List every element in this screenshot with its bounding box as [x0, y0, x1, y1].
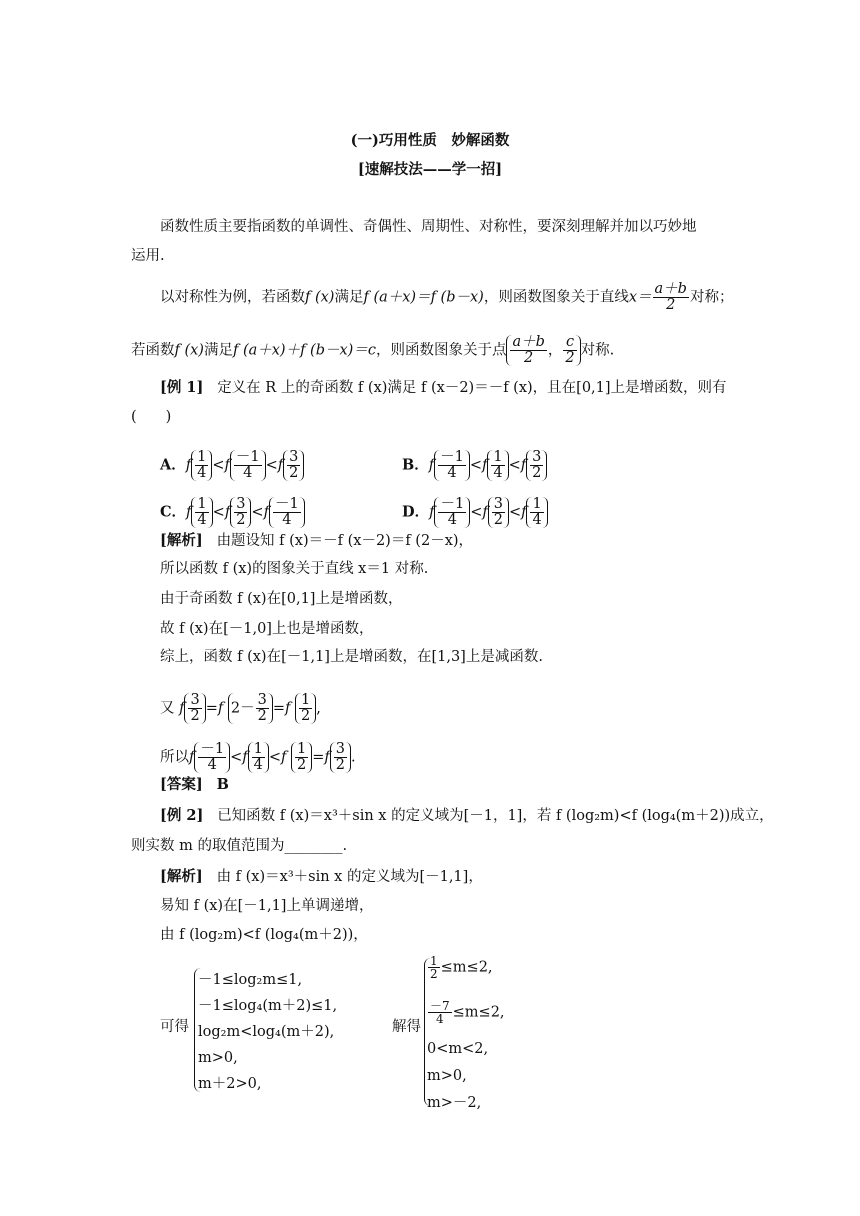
paren — [526, 450, 547, 481]
lt: < — [508, 504, 522, 521]
solution-1-line-3: 由于奇函数 f (x)在[0,1]上是增函数， — [160, 591, 403, 607]
fraction — [334, 742, 347, 773]
solution-label: [解析] — [160, 532, 203, 549]
den: 2 — [335, 757, 346, 773]
option-d — [402, 497, 548, 528]
lt: < — [508, 457, 521, 474]
system-2-row-1 — [427, 955, 493, 980]
option-c — [160, 497, 305, 528]
num: 1 — [532, 496, 542, 512]
f: f — [186, 504, 192, 521]
num: －1 — [440, 449, 464, 465]
option-letter: C． — [160, 503, 187, 521]
point-paren — [506, 335, 580, 366]
intro-line-1: 函数性质主要指函数的单调性、奇偶性、周期性、对称性，要深刻理解并加以巧妙地 — [160, 219, 697, 235]
math: x＝ — [628, 289, 652, 306]
paren — [269, 497, 305, 528]
fraction — [653, 282, 689, 313]
paren — [230, 450, 266, 481]
num: 1 — [297, 741, 307, 757]
option-letter: B． — [402, 456, 429, 474]
num: －7 — [430, 999, 450, 1013]
math: f (a＋x)＋f (b－x)＝c — [232, 342, 376, 359]
fraction — [295, 742, 308, 773]
text: ，则函数图象关于直线 — [483, 289, 629, 306]
fraction — [299, 693, 312, 724]
lt: < — [212, 457, 225, 474]
fraction — [530, 450, 543, 481]
comma: ， — [547, 342, 563, 359]
paren — [191, 450, 212, 481]
fraction — [273, 497, 301, 528]
num: －1 — [440, 496, 465, 512]
option-letter: D． — [402, 503, 430, 521]
solution-text: 由题设知 f (x)＝－f (x－2)＝f (2－x)， — [216, 533, 474, 549]
den: 2 — [289, 465, 299, 481]
den: 2 — [532, 465, 542, 481]
answer-1 — [160, 775, 229, 795]
den: 2 — [300, 708, 311, 724]
numerator: a＋b — [512, 334, 545, 350]
f: f — [324, 749, 330, 766]
num: 3 — [289, 449, 299, 465]
paren — [283, 450, 304, 481]
system-1-row-4: m>0, — [198, 1050, 238, 1066]
solution-1-line-4: 故 f (x)在[－1,0]上也是增函数， — [160, 621, 374, 637]
fraction — [188, 693, 201, 724]
example-label: [例 1] — [160, 379, 204, 396]
den: 4 — [436, 1012, 444, 1026]
numerator: c — [563, 335, 576, 351]
f: f — [277, 457, 284, 474]
num: 3 — [190, 692, 200, 708]
paren — [228, 693, 273, 724]
den: 4 — [253, 757, 263, 773]
paren — [434, 497, 470, 528]
section-subtitle: [速解技法——学一招] — [357, 161, 503, 178]
system-1-row-5: m＋2>0, — [198, 1076, 262, 1092]
numerator: a＋b — [654, 281, 687, 297]
lt: < — [251, 504, 264, 521]
fraction — [195, 450, 208, 481]
num: 1 — [300, 692, 311, 708]
paren — [230, 497, 251, 528]
punct: . — [351, 749, 356, 766]
fraction — [252, 742, 265, 773]
num: 1 — [197, 449, 207, 465]
den: 4 — [447, 465, 457, 481]
math: f (a＋x)＝f (b－x) — [363, 289, 484, 306]
f: f — [281, 749, 287, 766]
lt: < — [268, 749, 282, 766]
text: 对称. — [580, 342, 615, 359]
fraction — [492, 497, 505, 528]
paren — [330, 742, 351, 773]
lt: < — [212, 504, 225, 521]
fraction — [438, 497, 466, 528]
f: f — [263, 504, 269, 521]
answer-value: B — [216, 776, 229, 793]
option-a — [160, 450, 304, 481]
system-2-row-4: m>0, — [427, 1068, 467, 1084]
paren — [248, 742, 269, 773]
answer-paren: ( ) — [131, 409, 172, 425]
num: －1 — [235, 449, 260, 465]
paren — [526, 497, 547, 528]
system-2-row-5: m>－2, — [427, 1095, 482, 1111]
symmetry-rule-line — [160, 282, 733, 313]
system-2-row-3: 0<m<2, — [427, 1041, 489, 1057]
f: f — [224, 504, 231, 521]
den: 4 — [282, 512, 292, 528]
den: 4 — [493, 465, 503, 481]
den: 2 — [430, 967, 438, 981]
kede-label: 可得 — [160, 1019, 189, 1035]
math: f (x) — [174, 342, 204, 359]
punct: , — [316, 700, 321, 717]
option-b — [402, 450, 547, 481]
solution-2-line-2: 易知 f (x)在[－1,1]上单调递增， — [160, 898, 374, 914]
example-label: [例 2] — [160, 807, 204, 824]
text: ≤m≤2, — [440, 959, 493, 976]
num: 1 — [197, 496, 207, 512]
text: 又 — [160, 700, 175, 717]
solution-1-line-5: 综上，函数 f (x)在[－1,1]上是增函数，在[1,3]上是减函数. — [160, 649, 543, 665]
paren — [291, 742, 312, 773]
f: f — [189, 749, 195, 766]
symmetry-point-line — [131, 335, 614, 366]
fraction — [563, 335, 576, 366]
example-text: 定义在 R 上的奇函数 f (x)满足 f (x－2)＝－f (x)，且在[0,1]上是增函数，则有 — [217, 380, 727, 396]
fraction — [438, 450, 466, 481]
f: f — [428, 457, 435, 474]
eq: = — [205, 700, 218, 717]
fraction — [491, 450, 504, 481]
f: f — [179, 700, 185, 717]
example-text: 已知函数 f (x)＝x³＋sin x 的定义域为[－1，1]，若 f (log₂m)<f (log₄(m＋2))成立， — [217, 808, 774, 824]
text: ≤m≤2, — [452, 1004, 505, 1021]
lt: < — [469, 457, 483, 474]
fraction — [234, 450, 262, 481]
num: －1 — [274, 496, 299, 512]
eq: = — [272, 700, 285, 717]
den: 2 — [236, 512, 246, 528]
intro-line-2: 运用. — [131, 248, 165, 264]
den: 4 — [532, 512, 542, 528]
example-1-question — [160, 378, 727, 398]
text: 以对称性为例，若函数 — [160, 289, 305, 306]
solution-1-line-1 — [160, 531, 473, 551]
answer-label: [答案] — [160, 776, 203, 793]
lt: < — [265, 457, 278, 474]
text: 满足 — [334, 289, 364, 306]
math: f (x) — [305, 289, 335, 306]
paren — [295, 693, 316, 724]
den: 4 — [197, 512, 207, 528]
fraction — [256, 693, 269, 724]
f: f — [224, 457, 230, 474]
f: f — [217, 700, 224, 717]
system-1-row-2: －1≤log₄(m＋2)≤1, — [198, 998, 338, 1014]
system-1-row-3: log₂m<log₄(m＋2), — [198, 1024, 335, 1040]
solution-1-line-6 — [160, 693, 321, 724]
option-letter: A． — [160, 456, 186, 474]
den: 2 — [297, 757, 307, 773]
num: 3 — [257, 692, 267, 708]
fraction — [428, 955, 440, 980]
example-2-question-line-2: 则实数 m 的取值范围为________. — [131, 838, 348, 854]
text: 2－ — [230, 700, 255, 717]
denominator: 2 — [565, 350, 575, 366]
denominator: 2 — [666, 297, 676, 313]
den: 4 — [197, 465, 207, 481]
lt: < — [470, 504, 483, 521]
eq: = — [312, 749, 325, 766]
den: 4 — [207, 757, 217, 773]
den: 2 — [190, 708, 200, 724]
num: 1 — [253, 741, 263, 757]
paren — [487, 450, 508, 481]
jiede-label: 解得 — [392, 1019, 421, 1035]
f: f — [482, 504, 488, 521]
fraction — [198, 742, 226, 773]
solution-text: 由 f (x)＝x³＋sin x 的定义域为[－1,1]， — [216, 869, 483, 885]
text: 若函数 — [131, 342, 175, 359]
solution-2-line-1 — [160, 867, 483, 887]
example-2-question-line-1 — [160, 806, 774, 826]
f: f — [429, 504, 435, 521]
fraction — [428, 1000, 452, 1025]
num: 3 — [335, 741, 346, 757]
num: 3 — [532, 449, 542, 465]
num: 3 — [493, 496, 503, 512]
fraction — [530, 497, 543, 528]
solution-2-line-3: 由 f (log₂m)<f (log₄(m＋2))， — [160, 927, 368, 943]
den: 4 — [447, 512, 457, 528]
num: 1 — [430, 954, 438, 968]
num: 1 — [493, 449, 503, 465]
f: f — [520, 457, 527, 474]
solution-1-line-7 — [160, 742, 356, 773]
f: f — [242, 749, 248, 766]
system-2-row-2 — [427, 1000, 505, 1025]
denominator: 2 — [524, 350, 534, 366]
den: 2 — [493, 512, 503, 528]
num: －1 — [200, 741, 225, 757]
paren — [184, 693, 205, 724]
paren — [191, 497, 212, 528]
fraction — [287, 450, 300, 481]
lt: < — [230, 749, 243, 766]
f: f — [185, 457, 192, 474]
f: f — [521, 504, 527, 521]
fraction — [234, 497, 247, 528]
den: 2 — [257, 708, 267, 724]
den: 4 — [243, 465, 253, 481]
paren — [488, 497, 509, 528]
text: 对称； — [689, 289, 734, 306]
num: 3 — [236, 496, 246, 512]
text: ，则函数图象关于点 — [375, 342, 507, 359]
page-title: (一)巧用性质 妙解函数 — [350, 132, 510, 149]
fraction — [195, 497, 208, 528]
system-1-row-1: －1≤log₂m≤1, — [198, 972, 303, 988]
f: f — [482, 457, 488, 474]
paren — [194, 742, 230, 773]
solution-label: [解析] — [160, 868, 203, 885]
f: f — [284, 700, 291, 717]
solution-1-line-2: 所以函数 f (x)的图象关于直线 x＝1 对称. — [160, 561, 429, 577]
text: 满足 — [203, 342, 233, 359]
fraction — [510, 335, 546, 366]
paren — [434, 450, 470, 481]
text: 所以 — [160, 749, 189, 766]
